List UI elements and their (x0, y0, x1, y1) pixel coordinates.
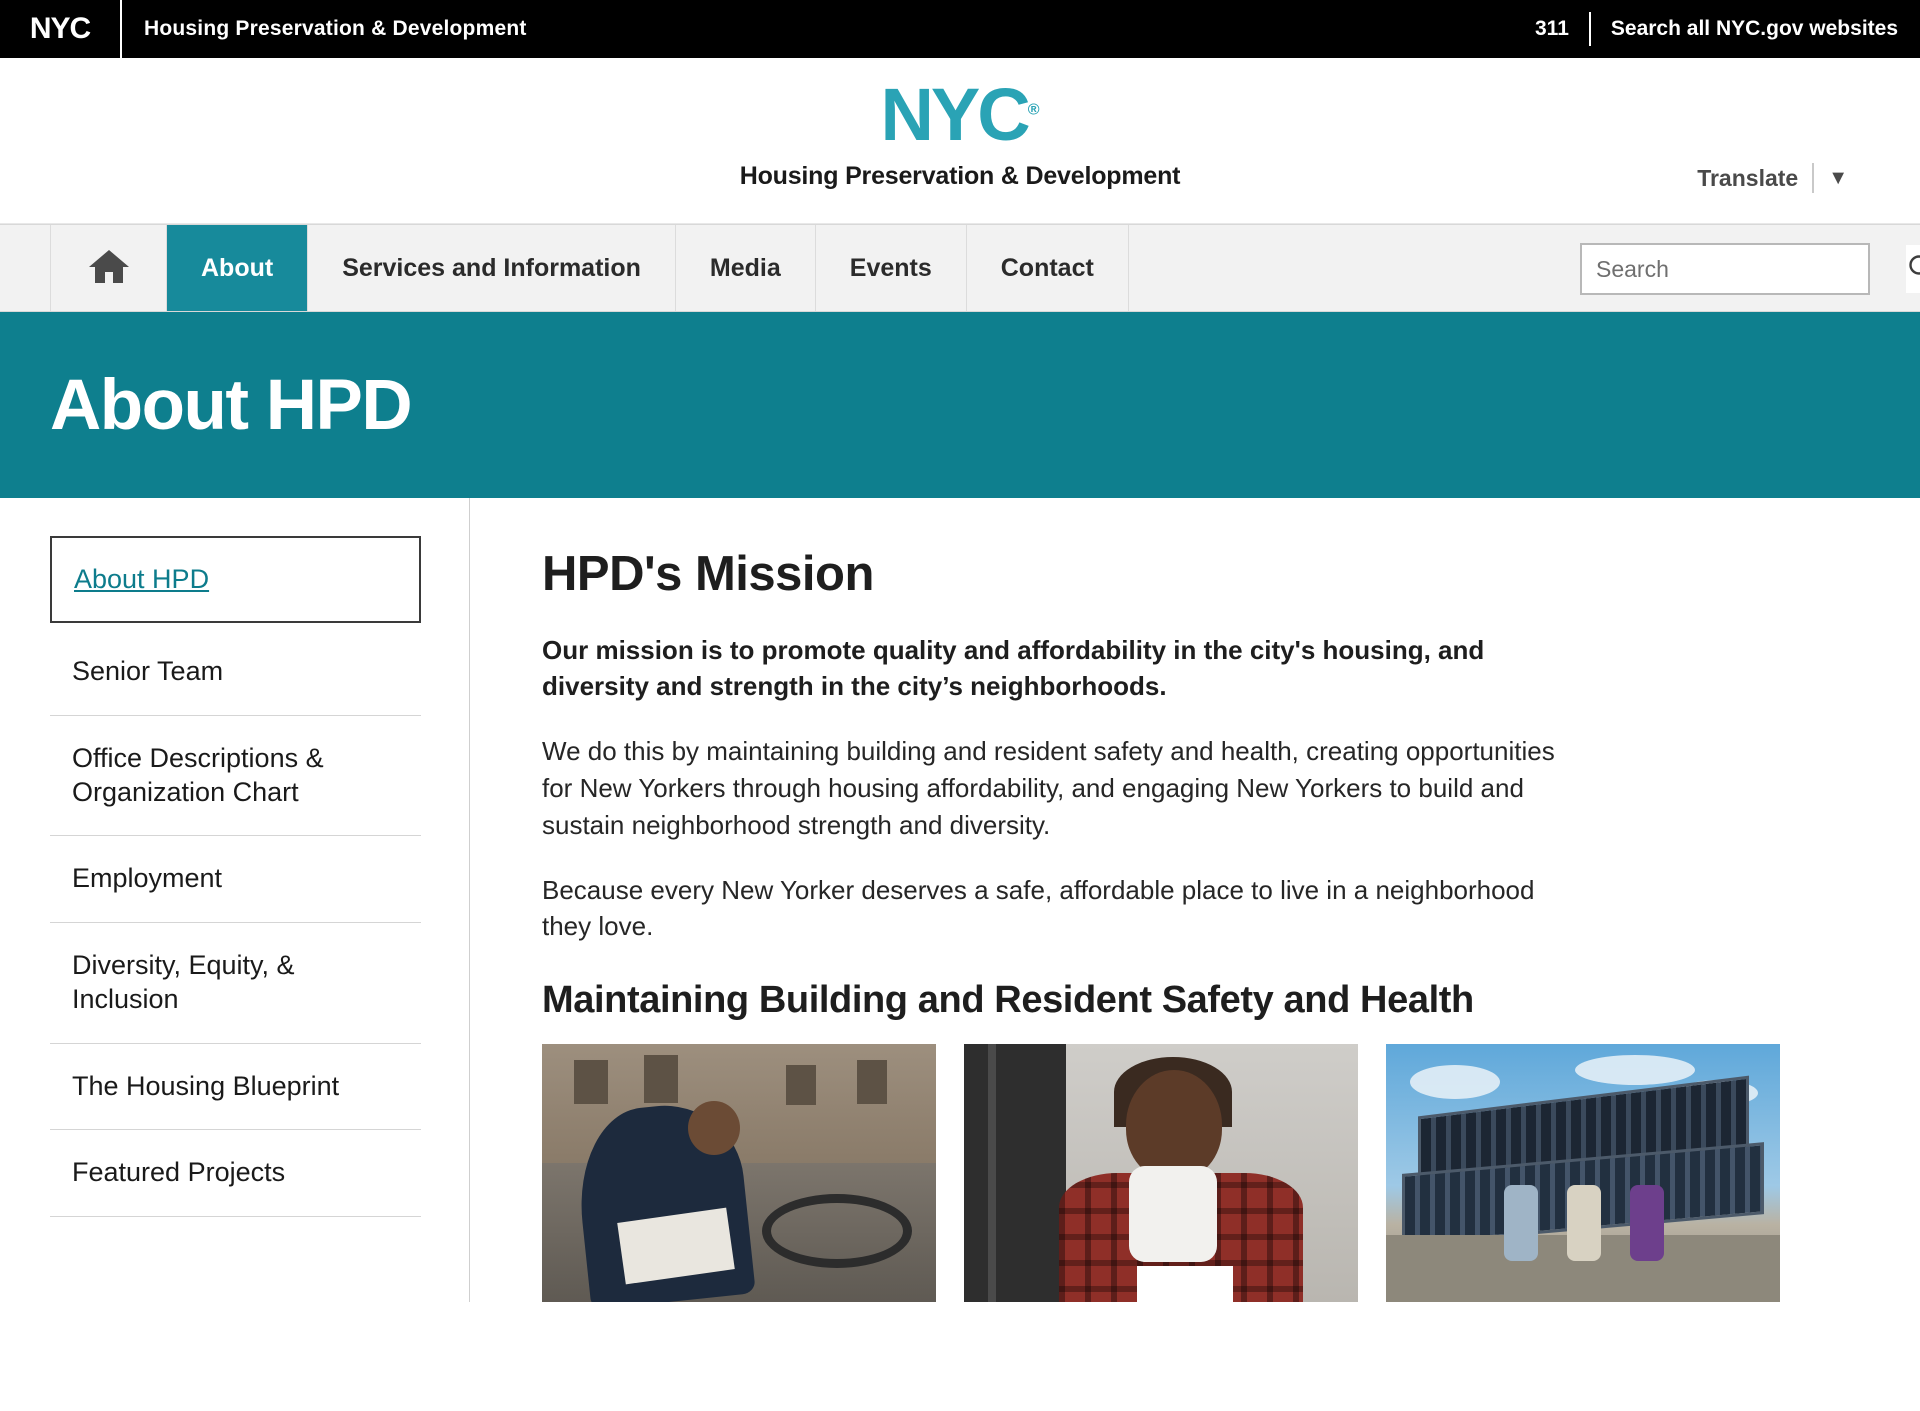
main-article (470, 498, 1920, 1302)
sidebar-item-diversity-equity-inclusion[interactable] (50, 923, 421, 1044)
sidebar-item-featured-projects[interactable] (50, 1130, 421, 1217)
nav-item-label: Events (849, 253, 932, 282)
nav-item-about[interactable] (167, 225, 308, 311)
nav-item-media[interactable] (676, 225, 816, 311)
translate-divider (1812, 163, 1814, 193)
nyc-brand-text: NYC (880, 73, 1028, 156)
search-submit-button[interactable] (1906, 245, 1920, 293)
home-icon (87, 246, 131, 291)
masthead (0, 58, 1920, 224)
nav-item-label: Media (709, 253, 781, 282)
main-navigation (0, 224, 1920, 312)
mission-paragraph-2: Because every New Yorker deserves a safe, affordable place to live in a neighborhood they love. (542, 874, 1535, 942)
nav-item-label: Services and Information (342, 253, 641, 282)
translate-control[interactable] (1697, 163, 1848, 193)
hpd-logo-block[interactable] (739, 73, 1181, 191)
link-311[interactable]: 311 (1535, 17, 1569, 40)
sidebar-item-label: Featured Projects (72, 1157, 286, 1188)
search-all-nyc-link[interactable]: Search all NYC.gov websites (1610, 17, 1898, 40)
mission-paragraph-1: We do this by maintaining building and resident safety and health, creating opportunities for New Yorkers through housing affordability, and engaging New Yorkers to build and sustain neighborhood strength and diversity. (542, 735, 1555, 840)
site-search[interactable] (1580, 243, 1870, 295)
nyc-logo-text: NYC (29, 12, 91, 45)
chevron-down-icon[interactable]: ▼ (1828, 166, 1848, 189)
translate-label: Translate (1697, 164, 1799, 191)
nav-item-contact[interactable] (967, 225, 1129, 311)
section-subheading-safety-health: Maintaining Building and Resident Safety and Health (542, 979, 1474, 1022)
sidebar-item-label[interactable]: About HPD (74, 564, 210, 594)
section-sidebar (0, 498, 470, 1302)
sidebar-item-about-hpd[interactable] (50, 536, 421, 623)
page-title: About HPD (50, 365, 412, 445)
sidebar-item-employment[interactable] (50, 836, 421, 923)
section-heading-mission: HPD's Mission (542, 547, 874, 601)
search-input[interactable] (1582, 256, 1906, 283)
nav-home-button[interactable] (50, 225, 167, 311)
photo-resident-with-letter (964, 1044, 1358, 1302)
magnifier-icon (1906, 252, 1920, 287)
sidebar-item-housing-blueprint[interactable] (50, 1044, 421, 1131)
sidebar-item-label: Diversity, Equity, & Inclusion (72, 950, 295, 1014)
page-content (0, 498, 1920, 1302)
topbar-right-group (1535, 0, 1920, 58)
photo-gallery (542, 1044, 1860, 1302)
sidebar-item-office-descriptions[interactable] (50, 716, 421, 837)
mission-statement: Our mission is to promote quality and affordability in the city's housing, and diversity and strength in the city’s neighborhoods. (542, 635, 1485, 702)
nyc-global-topbar (0, 0, 1920, 58)
sidebar-item-label: Employment (72, 863, 223, 894)
sidebar-item-senior-team[interactable] (50, 629, 421, 716)
photo-solar-panels (1386, 1044, 1780, 1302)
nyc-logo-link[interactable] (0, 0, 122, 58)
sidebar-item-label: Senior Team (72, 656, 224, 686)
nav-item-events[interactable] (816, 225, 967, 311)
page-banner (0, 312, 1920, 498)
sidebar-item-label: The Housing Blueprint (72, 1070, 340, 1101)
photo-housing-inspector (542, 1044, 936, 1302)
nav-item-label: About (201, 253, 274, 282)
nav-item-services-and-information[interactable] (308, 225, 676, 311)
sidebar-item-label: Office Descriptions & Organization Chart (72, 742, 324, 807)
masthead-subtitle: Housing Preservation & Development (739, 162, 1181, 190)
nyc-brand-logo (880, 73, 1040, 156)
registered-mark: ® (1027, 101, 1040, 119)
agency-name: Housing Preservation & Development (144, 17, 527, 40)
nav-item-label: Contact (1000, 253, 1094, 282)
